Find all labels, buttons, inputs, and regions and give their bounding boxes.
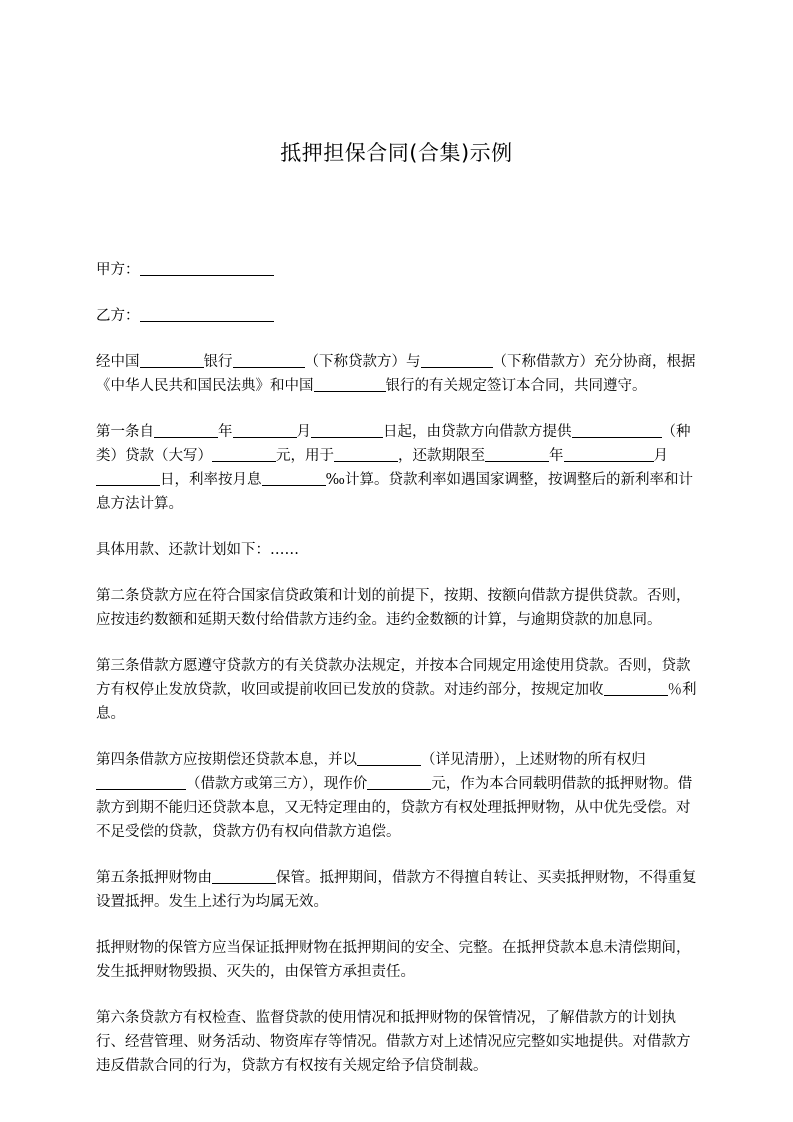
document-title: 抵押担保合同(合集)示例 (280, 141, 513, 165)
party-a-label: 甲方： (96, 262, 140, 278)
party-b-label: 乙方： (96, 308, 140, 324)
start-year-blank (154, 422, 218, 438)
art1-text-2: 年 (218, 424, 233, 440)
art4-text-4: 元，作为本合同载明借款的抵押财物。借款方到期不能归还贷款本息，又无特定理由的，贷款方有权处理抵押财物，从中优先受偿。对不足受偿的贷款，贷款方仍有权向借款方追偿。 (96, 776, 693, 840)
bank-name-blank (140, 352, 204, 368)
intro-text-3: （下称贷款方）与 (304, 354, 421, 370)
intro-paragraph (96, 350, 702, 398)
due-day-blank (96, 470, 160, 486)
art4-text-1: 第四条借款方应按期偿还贷款本息，并以 (96, 752, 357, 768)
start-month-blank (233, 422, 297, 438)
due-year-blank (485, 446, 549, 462)
art5-text-2: 保管。抵押期间，借款方不得擅自转让、买卖抵押财物，不得重复设置抵押。发生上述行为均属无效。 (96, 870, 697, 910)
article-2: 第二条贷款方应在符合国家信贷政策和计划的前提下，按期、按额向借款方提供贷款。否则，应按违约数额和延期天数付给借款方违约金。违约金数额的计算，与逾期贷款的加息同。 (96, 588, 691, 628)
custodian-blank (212, 868, 276, 884)
document-body (96, 258, 702, 1100)
art1-text-8: 年 (549, 448, 564, 464)
intro-text-4: （下称借款方）充分协商，根据《中华人民共和国民法典》和中国 (96, 354, 696, 394)
art3-text-2: ％利息。 (96, 682, 697, 722)
art5-text-1: 第五条抵押财物由 (96, 870, 212, 886)
intro-text-2: 银行 (203, 354, 233, 370)
article-4 (96, 748, 702, 844)
party-a-line (96, 258, 702, 282)
penalty-rate-blank (604, 680, 668, 696)
intro-text-1: 经中国 (96, 354, 140, 370)
article-6: 第六条贷款方有权检查、监督贷款的使用情况和抵押财物的保管情况，了解借款方的计划执行、经营管理、财务活动、物资库存等情况。借款方对上述情况应完整如实地提供。对借款方违反借款合同的行为，贷款方有权按有关规定给予信贷制裁。 (96, 1010, 691, 1074)
art1-text-4: 日起，由贷款方向借款方提供 (383, 424, 572, 440)
art1-text-9: 月 (653, 448, 668, 464)
owner-blank (96, 774, 186, 790)
custody-paragraph: 抵押财物的保管方应当保证抵押财物在抵押期间的安全、完整。在抵押贷款本息未清偿期间，发生抵押财物毁损、灭失的，由保管方承担责任。 (96, 940, 691, 980)
due-month-blank (564, 446, 654, 462)
amount-blank (212, 446, 276, 462)
art3-text-1: 第三条借款方愿遵守贷款方的有关贷款办法规定，并按本合同规定用途使用贷款。否则，贷款方有权停止发放贷款，收回或提前收回已发放的贷款。对违约部分，按规定加收 (96, 658, 691, 698)
start-day-blank (311, 422, 383, 438)
intro-text-5: 银行的有关规定签订本合同，共同遵守。 (385, 378, 647, 394)
art4-text-3: （借款方或第三方），现作价 (186, 776, 368, 792)
article-3 (96, 654, 702, 726)
party-a-blank (140, 260, 274, 276)
art4-text-2: （详见清册），上述财物的所有权归 (421, 752, 646, 768)
borrower-blank (421, 352, 493, 368)
art1-text-3: 月 (296, 424, 311, 440)
art1-text-10: 日，利率按月息 (160, 472, 262, 488)
art1-text-6: 元，用于 (276, 448, 334, 464)
lender-blank (233, 352, 305, 368)
party-b-blank (140, 306, 274, 322)
art1-text-1: 第一条自 (96, 424, 154, 440)
article-5 (96, 866, 702, 914)
art1-text-5: （种类）贷款（大写） (96, 424, 691, 464)
party-b-line (96, 304, 702, 328)
collateral-blank (357, 750, 421, 766)
interest-rate-blank (262, 470, 326, 486)
valuation-blank (367, 774, 431, 790)
loan-type-blank (572, 422, 662, 438)
art1-text-11: ‰计算。贷款利率如遇国家调整，按调整后的新利率和计息方法计算。 (96, 472, 693, 512)
art1-text-7: ，还款期限至 (398, 448, 485, 464)
plan-paragraph: 具体用款、还款计划如下：…… (96, 542, 299, 558)
bank-branch-blank (314, 376, 386, 392)
purpose-blank (334, 446, 398, 462)
article-1 (96, 420, 702, 516)
